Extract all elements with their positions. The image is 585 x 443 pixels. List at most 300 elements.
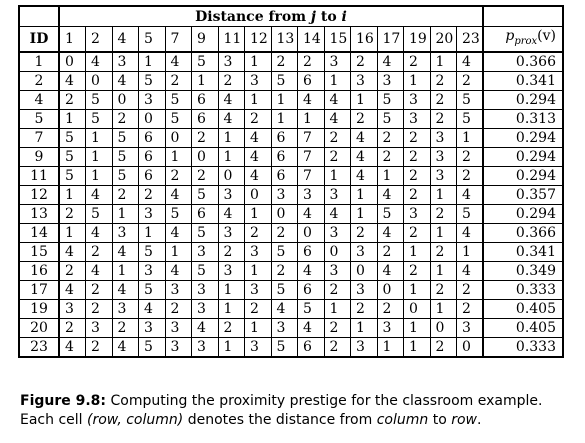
distance-cell: 2 [404, 147, 431, 166]
distance-cell: 1 [404, 337, 431, 357]
distance-cell: 2 [404, 185, 431, 204]
distance-cell: 5 [271, 280, 298, 299]
distance-cell: 0 [218, 166, 245, 185]
distance-cell: 5 [271, 337, 298, 357]
distance-cell: 1 [351, 90, 378, 109]
figure-label: Figure 9.8: [20, 393, 107, 409]
distance-cell: 3 [165, 337, 192, 357]
distance-cell: 5 [192, 52, 219, 72]
column-header-20: 20 [430, 27, 457, 52]
distance-cell: 5 [112, 147, 139, 166]
distance-cell: 4 [218, 204, 245, 223]
distance-cell: 3 [86, 318, 113, 337]
distance-cell: 4 [112, 242, 139, 261]
distance-cell: 3 [112, 52, 139, 72]
row-id: 23 [19, 337, 59, 357]
proximity-prestige-value: 0.294 [483, 166, 563, 185]
distance-cell: 1 [165, 147, 192, 166]
proximity-prestige-value: 0.341 [483, 242, 563, 261]
distance-cell: 0 [298, 223, 325, 242]
proximity-prestige-value: 0.357 [483, 185, 563, 204]
distance-cell: 3 [245, 242, 272, 261]
distance-cell: 3 [218, 185, 245, 204]
column-header-17: 17 [377, 27, 404, 52]
column-header-13: 13 [271, 27, 298, 52]
distance-cell: 4 [59, 242, 86, 261]
distance-cell: 2 [351, 223, 378, 242]
table-row [19, 71, 563, 90]
distance-cell: 1 [271, 90, 298, 109]
distance-cell: 4 [245, 147, 272, 166]
column-header-16: 16 [351, 27, 378, 52]
id-column-header: ID [19, 27, 59, 52]
distance-cell: 1 [245, 318, 272, 337]
distance-cell: 2 [351, 299, 378, 318]
distance-cell: 0 [351, 261, 378, 280]
distance-cell: 1 [430, 223, 457, 242]
distance-cell: 2 [112, 109, 139, 128]
distance-cell: 4 [298, 204, 325, 223]
distance-cell: 4 [165, 223, 192, 242]
distance-cell: 7 [298, 147, 325, 166]
distance-cell: 6 [271, 128, 298, 147]
distance-cell: 1 [139, 52, 166, 72]
distance-cell: 2 [457, 280, 484, 299]
proximity-prestige-value: 0.405 [483, 318, 563, 337]
distance-cell: 5 [457, 204, 484, 223]
distance-cell: 4 [324, 109, 351, 128]
distance-cell: 5 [139, 71, 166, 90]
distance-cell: 3 [404, 204, 431, 223]
distance-cell: 1 [245, 52, 272, 72]
distance-cell: 6 [139, 147, 166, 166]
distance-cell: 3 [192, 299, 219, 318]
distance-cell: 5 [86, 109, 113, 128]
distance-cell: 5 [59, 166, 86, 185]
distance-cell: 1 [112, 261, 139, 280]
table-row [19, 318, 563, 337]
distance-cell: 2 [59, 318, 86, 337]
column-header-11: 11 [218, 27, 245, 52]
column-header-2: 2 [86, 27, 113, 52]
distance-cell: 3 [218, 261, 245, 280]
distance-cell: 3 [218, 52, 245, 72]
proximity-prestige-header: $p_{prox}(v)$ [483, 27, 563, 52]
distance-cell: 2 [324, 337, 351, 357]
distance-cell: 2 [457, 166, 484, 185]
column-header-23: 23 [457, 27, 484, 52]
distance-cell: 1 [404, 280, 431, 299]
distance-cell: 4 [86, 261, 113, 280]
distance-cell: 4 [377, 223, 404, 242]
column-header-1: 1 [59, 27, 86, 52]
distance-cell: 4 [112, 71, 139, 90]
row-id: 5 [19, 109, 59, 128]
distance-cell: 3 [192, 242, 219, 261]
distance-cell: 2 [139, 185, 166, 204]
distance-cell: 2 [165, 166, 192, 185]
distance-cell: 4 [86, 185, 113, 204]
distance-cell: 1 [245, 261, 272, 280]
distance-cell: 2 [404, 261, 431, 280]
distance-cell: 3 [377, 318, 404, 337]
distance-cell: 4 [351, 166, 378, 185]
distance-cell: 4 [218, 109, 245, 128]
distance-cell: 3 [139, 204, 166, 223]
distance-cell: 3 [351, 71, 378, 90]
distance-cell: 2 [351, 109, 378, 128]
table-group-header-row [19, 6, 563, 27]
distance-cell: 1 [430, 52, 457, 72]
distance-cell: 3 [324, 261, 351, 280]
column-header-7: 7 [165, 27, 192, 52]
distance-cell: 1 [324, 299, 351, 318]
distance-cell: 5 [457, 90, 484, 109]
distance-cell: 4 [112, 337, 139, 357]
distance-cell: 2 [192, 128, 219, 147]
distance-cell: 3 [324, 223, 351, 242]
p-header-spacer [483, 6, 563, 27]
distance-cell: 1 [430, 185, 457, 204]
distance-cell: 4 [351, 147, 378, 166]
distance-cell: 1 [457, 242, 484, 261]
proximity-prestige-value: 0.349 [483, 261, 563, 280]
distance-cell: 3 [139, 90, 166, 109]
distance-cell: 2 [377, 128, 404, 147]
distance-cell: 2 [324, 147, 351, 166]
distance-cell: 1 [218, 299, 245, 318]
proximity-prestige-value: 0.294 [483, 90, 563, 109]
distance-cell: 2 [324, 280, 351, 299]
distance-cell: 0 [165, 128, 192, 147]
distance-cell: 2 [245, 299, 272, 318]
distance-cell: 2 [112, 318, 139, 337]
distance-cell: 5 [377, 109, 404, 128]
distance-cell: 7 [298, 166, 325, 185]
distance-cell: 1 [59, 109, 86, 128]
distance-cell: 4 [298, 261, 325, 280]
table-row [19, 90, 563, 109]
table-row [19, 337, 563, 357]
distance-cell: 5 [271, 242, 298, 261]
distance-cell: 6 [298, 337, 325, 357]
distance-cell: 4 [86, 52, 113, 72]
distance-cell: 2 [165, 71, 192, 90]
distance-cell: 1 [404, 242, 431, 261]
distance-cell: 3 [430, 166, 457, 185]
distance-cell: 0 [139, 109, 166, 128]
distance-cell: 1 [218, 147, 245, 166]
distance-cell: 2 [404, 52, 431, 72]
id-header-spacer [19, 6, 59, 27]
distance-cell: 5 [139, 337, 166, 357]
distance-cell: 0 [271, 204, 298, 223]
distance-cell: 4 [112, 280, 139, 299]
distance-cell: 1 [430, 261, 457, 280]
distance-cell: 1 [86, 147, 113, 166]
distance-cell: 1 [457, 128, 484, 147]
distance-cell: 2 [271, 52, 298, 72]
proximity-prestige-value: 0.341 [483, 71, 563, 90]
proximity-prestige-value: 0.366 [483, 52, 563, 72]
distance-cell: 6 [298, 242, 325, 261]
column-header-5: 5 [139, 27, 166, 52]
distance-cell: 4 [245, 128, 272, 147]
distance-cell: 4 [139, 299, 166, 318]
distance-group-header: Distance from j to i [59, 6, 483, 27]
distance-cell: 6 [192, 90, 219, 109]
distance-cell: 2 [430, 280, 457, 299]
row-id: 19 [19, 299, 59, 318]
distance-cell: 1 [271, 109, 298, 128]
table-row [19, 299, 563, 318]
distance-cell: 6 [271, 166, 298, 185]
table-row [19, 242, 563, 261]
table-row [19, 223, 563, 242]
distance-cell: 3 [218, 223, 245, 242]
distance-cell: 6 [139, 166, 166, 185]
distance-cell: 4 [457, 52, 484, 72]
distance-cell: 2 [165, 299, 192, 318]
distance-cell: 2 [86, 280, 113, 299]
distance-cell: 0 [404, 299, 431, 318]
distance-cell: 4 [165, 261, 192, 280]
table-column-header-row [19, 27, 563, 52]
distance-cell: 0 [377, 280, 404, 299]
table-row [19, 204, 563, 223]
distance-cell: 1 [298, 109, 325, 128]
distance-cell: 0 [86, 71, 113, 90]
distance-cell: 2 [245, 109, 272, 128]
distance-cell: 2 [351, 52, 378, 72]
distance-cell: 5 [112, 166, 139, 185]
proximity-prestige-value: 0.294 [483, 128, 563, 147]
distance-cell: 3 [165, 280, 192, 299]
distance-cell: 5 [192, 261, 219, 280]
distance-cell: 4 [351, 128, 378, 147]
distance-cell: 4 [377, 261, 404, 280]
distance-cell: 1 [139, 223, 166, 242]
row-id: 14 [19, 223, 59, 242]
distance-cell: 2 [192, 166, 219, 185]
row-id: 17 [19, 280, 59, 299]
distance-cell: 3 [324, 52, 351, 72]
distance-cell: 4 [245, 166, 272, 185]
distance-cell: 3 [192, 337, 219, 357]
distance-cell: 4 [298, 318, 325, 337]
distance-cell: 2 [86, 337, 113, 357]
distance-cell: 1 [324, 166, 351, 185]
distance-cell: 5 [112, 128, 139, 147]
distance-cell: 3 [351, 337, 378, 357]
distance-cell: 4 [192, 318, 219, 337]
table-row [19, 166, 563, 185]
distance-cell: 2 [430, 90, 457, 109]
proximity-prestige-value: 0.333 [483, 280, 563, 299]
distance-cell: 0 [245, 185, 272, 204]
distance-cell: 1 [351, 204, 378, 223]
distance-cell: 2 [457, 71, 484, 90]
distance-cell: 0 [430, 318, 457, 337]
distance-cell: 2 [59, 90, 86, 109]
distance-cell: 5 [139, 280, 166, 299]
proximity-prestige-value: 0.366 [483, 223, 563, 242]
column-header-15: 15 [324, 27, 351, 52]
distance-cell: 2 [430, 242, 457, 261]
distance-cell: 1 [377, 337, 404, 357]
distance-cell: 0 [324, 242, 351, 261]
distance-cell: 4 [59, 71, 86, 90]
distance-cell: 0 [192, 147, 219, 166]
distance-cell: 2 [218, 242, 245, 261]
row-id: 12 [19, 185, 59, 204]
distance-cell: 2 [271, 223, 298, 242]
distance-cell: 2 [377, 147, 404, 166]
distance-cell: 4 [165, 52, 192, 72]
distance-cell: 3 [112, 299, 139, 318]
distance-cell: 5 [86, 204, 113, 223]
column-header-19: 19 [404, 27, 431, 52]
distance-cell: 1 [218, 280, 245, 299]
distance-cell: 4 [457, 261, 484, 280]
distance-cell: 4 [271, 299, 298, 318]
proximity-prestige-value: 0.294 [483, 204, 563, 223]
distance-table [18, 5, 564, 358]
distance-cell: 2 [324, 318, 351, 337]
row-id: 11 [19, 166, 59, 185]
distance-cell: 4 [457, 223, 484, 242]
distance-cell: 4 [324, 204, 351, 223]
distance-cell: 0 [59, 52, 86, 72]
row-id: 7 [19, 128, 59, 147]
row-id: 9 [19, 147, 59, 166]
distance-cell: 3 [324, 185, 351, 204]
distance-cell: 2 [218, 318, 245, 337]
distance-cell: 5 [192, 223, 219, 242]
distance-cell: 3 [430, 147, 457, 166]
figure-caption: Figure 9.8: Computing the proximity prestige for the classroom example. Each cell (row, column) denotes the distance from column to row. [20, 393, 543, 428]
distance-cell: 3 [59, 299, 86, 318]
distance-cell: 2 [245, 223, 272, 242]
distance-cell: 2 [430, 204, 457, 223]
distance-cell: 5 [165, 90, 192, 109]
distance-cell: 2 [430, 337, 457, 357]
distance-cell: 2 [324, 128, 351, 147]
distance-cell: 2 [377, 242, 404, 261]
column-header-14: 14 [298, 27, 325, 52]
distance-cell: 1 [86, 166, 113, 185]
row-id: 4 [19, 90, 59, 109]
distance-cell: 2 [298, 52, 325, 72]
distance-cell: 3 [139, 261, 166, 280]
distance-cell: 5 [86, 90, 113, 109]
distance-cell: 5 [192, 185, 219, 204]
table-body [19, 52, 563, 357]
distance-cell: 2 [86, 242, 113, 261]
distance-cell: 3 [351, 280, 378, 299]
distance-cell: 3 [271, 318, 298, 337]
distance-cell: 4 [457, 185, 484, 204]
table-row [19, 147, 563, 166]
distance-cell: 1 [192, 71, 219, 90]
proximity-prestige-value: 0.405 [483, 299, 563, 318]
distance-cell: 5 [298, 299, 325, 318]
distance-cell: 6 [298, 280, 325, 299]
table-row [19, 128, 563, 147]
distance-cell: 2 [271, 261, 298, 280]
table-row [19, 109, 563, 128]
distance-cell: 3 [351, 242, 378, 261]
distance-cell: 3 [165, 318, 192, 337]
distance-cell: 2 [112, 185, 139, 204]
distance-cell: 2 [218, 71, 245, 90]
distance-cell: 4 [59, 337, 86, 357]
distance-cell: 2 [59, 204, 86, 223]
distance-cell: 2 [430, 71, 457, 90]
distance-cell: 2 [377, 299, 404, 318]
row-id: 2 [19, 71, 59, 90]
distance-cell: 5 [165, 109, 192, 128]
column-header-9: 9 [192, 27, 219, 52]
distance-cell: 5 [377, 204, 404, 223]
distance-cell: 1 [112, 204, 139, 223]
distance-cell: 7 [298, 128, 325, 147]
distance-cell: 4 [298, 90, 325, 109]
distance-cell: 2 [430, 109, 457, 128]
distance-cell: 1 [59, 185, 86, 204]
distance-cell: 1 [86, 128, 113, 147]
distance-cell: 1 [404, 318, 431, 337]
distance-cell: 6 [192, 109, 219, 128]
distance-cell: 5 [59, 147, 86, 166]
distance-cell: 4 [218, 90, 245, 109]
distance-cell: 1 [245, 204, 272, 223]
distance-table-container [18, 5, 564, 358]
distance-cell: 4 [86, 223, 113, 242]
row-id: 20 [19, 318, 59, 337]
distance-cell: 3 [298, 185, 325, 204]
distance-cell: 3 [139, 318, 166, 337]
proximity-prestige-value: 0.313 [483, 109, 563, 128]
table-row [19, 280, 563, 299]
distance-cell: 1 [377, 166, 404, 185]
distance-cell: 3 [377, 71, 404, 90]
distance-cell: 5 [139, 242, 166, 261]
distance-cell: 1 [218, 337, 245, 357]
row-id: 15 [19, 242, 59, 261]
distance-cell: 2 [59, 261, 86, 280]
distance-cell: 3 [271, 185, 298, 204]
distance-cell: 3 [245, 337, 272, 357]
distance-cell: 5 [457, 109, 484, 128]
proximity-prestige-value: 0.333 [483, 337, 563, 357]
distance-cell: 4 [59, 280, 86, 299]
table-row [19, 185, 563, 204]
distance-cell: 2 [86, 299, 113, 318]
distance-cell: 3 [430, 128, 457, 147]
distance-cell: 3 [192, 280, 219, 299]
distance-cell: 2 [457, 147, 484, 166]
distance-cell: 3 [404, 109, 431, 128]
distance-cell: 1 [245, 90, 272, 109]
distance-cell: 2 [404, 223, 431, 242]
distance-cell: 3 [112, 223, 139, 242]
distance-cell: 4 [377, 52, 404, 72]
distance-cell: 1 [430, 299, 457, 318]
distance-cell: 6 [271, 147, 298, 166]
distance-cell: 6 [298, 71, 325, 90]
column-header-4: 4 [112, 27, 139, 52]
